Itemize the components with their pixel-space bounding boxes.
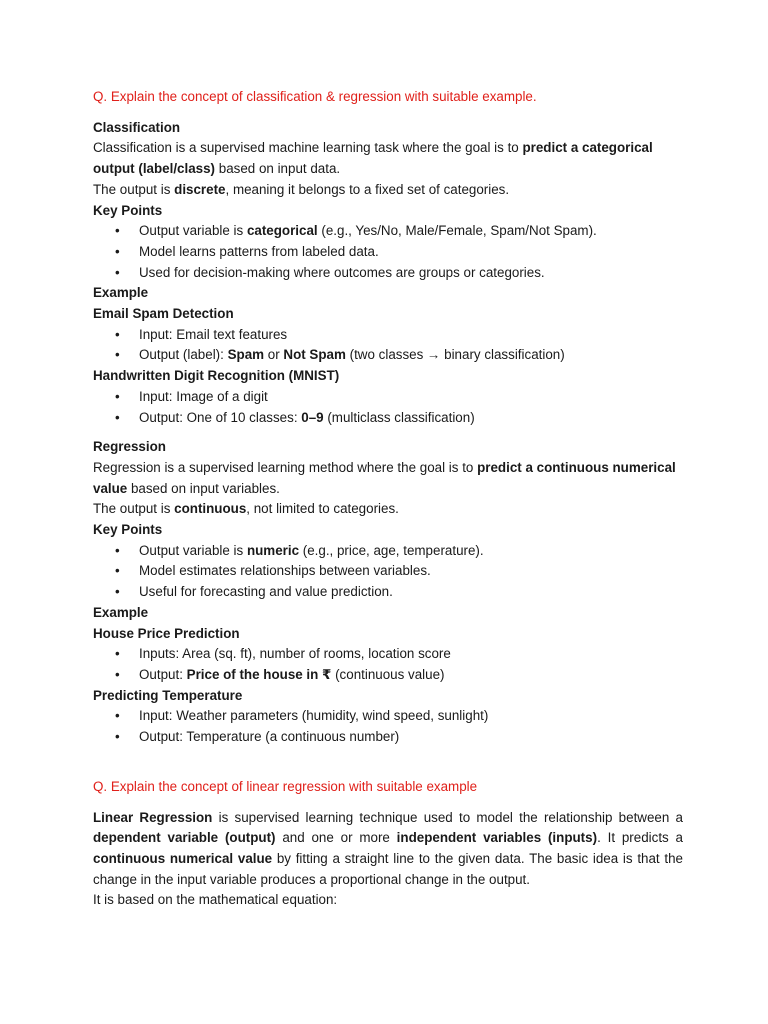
regression-heading: Regression <box>93 439 166 455</box>
linear-regression-paragraph: Linear Regression is supervised learning technique used to model the relationship between a dependent variable (output) and one or more independent variables (inputs). It predicts a continuous numerical value by fitting a straight line to the given data. The basic idea is that the change in the input variable produces a proportional change in the output. <box>93 809 683 887</box>
regression-definition: Regression is a supervised learning method where the goal is to predict a continuous numerical value based on input variables. <box>93 459 676 496</box>
list-item: • Useful for forecasting and value prediction. <box>93 582 683 603</box>
regression-example-heading: Example <box>93 604 149 620</box>
classification-output-type: The output is discrete, meaning it belongs to a fixed set of categories. <box>93 181 510 197</box>
regression-key-points-heading: Key Points <box>93 522 163 538</box>
list-item: • Used for decision-making where outcomes are groups or categories. <box>93 263 683 284</box>
list-item: • Inputs: Area (sq. ft), number of rooms, location score <box>93 644 683 665</box>
classification-definition: Classification is a supervised machine learning task where the goal is to predict a categorical output (label/class) based on input data. <box>93 140 653 177</box>
example-email-spam-list <box>93 325 683 366</box>
list-item: • Output variable is categorical (e.g., Yes/No, Male/Female, Spam/Not Spam). <box>93 221 683 242</box>
example-temperature-title: Predicting Temperature <box>93 687 243 703</box>
list-item: • Model learns patterns from labeled data. <box>93 242 683 263</box>
list-item: • Output: Temperature (a continuous number) <box>93 727 683 748</box>
example-email-spam-title: Email Spam Detection <box>93 306 234 322</box>
regression-key-points <box>93 541 683 603</box>
question-2: Q. Explain the concept of linear regression with suitable example <box>93 778 478 794</box>
question-1: Q. Explain the concept of classification & regression with suitable example. <box>93 89 537 104</box>
classification-key-points-heading: Key Points <box>93 202 163 218</box>
example-mnist-title: Handwritten Digit Recognition (MNIST) <box>93 368 340 384</box>
document-content <box>93 87 683 911</box>
example-house-price-list <box>93 644 683 685</box>
list-item: • Output variable is numeric (e.g., price, age, temperature). <box>93 541 683 562</box>
list-item: • Input: Weather parameters (humidity, wind speed, sunlight) <box>93 706 683 727</box>
example-temperature-list <box>93 706 683 747</box>
list-item: • Output (label): Spam or Not Spam (two classes → binary classification) <box>93 345 683 366</box>
classification-key-points <box>93 221 683 283</box>
classification-heading: Classification <box>93 119 181 135</box>
example-mnist-list <box>93 387 683 428</box>
classification-example-heading: Example <box>93 285 149 301</box>
example-house-price-title: House Price Prediction <box>93 625 240 641</box>
list-item: • Input: Image of a digit <box>93 387 683 408</box>
list-item: • Output: One of 10 classes: 0–9 (multiclass classification) <box>93 408 683 429</box>
equation-intro: It is based on the mathematical equation: <box>93 892 338 908</box>
list-item: • Output: Price of the house in ₹ (continuous value) <box>93 665 683 686</box>
regression-output-type: The output is continuous, not limited to categories. <box>93 501 399 517</box>
list-item: • Input: Email text features <box>93 325 683 346</box>
list-item: • Model estimates relationships between variables. <box>93 561 683 582</box>
